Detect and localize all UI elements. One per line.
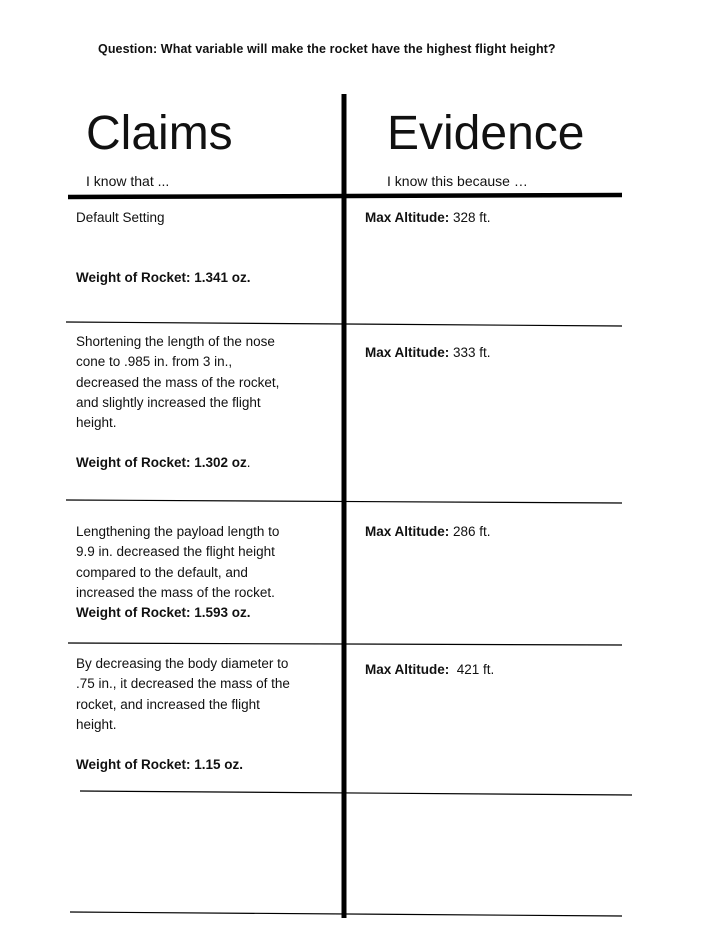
claim-line: 9.9 in. decreased the flight height: [76, 544, 275, 560]
evidence-title: Evidence: [387, 107, 585, 160]
claim-line: By decreasing the body diameter to: [76, 656, 289, 671]
max-altitude-label: Max Altitude:: [365, 210, 450, 225]
claim-line: cone to .985 in. from 3 in.,: [76, 354, 233, 370]
claim-line: height.: [76, 716, 117, 732]
evidence-cell-1: [365, 208, 605, 228]
weight-of-rocket: Weight of Rocket: 1.15 oz.: [76, 757, 244, 773]
claim-line: Shortening the length of the nose: [76, 334, 275, 349]
claim-cell-3: [76, 522, 328, 623]
claim-line: increased the mass of the rocket.: [76, 584, 275, 600]
evidence-cell-2: [365, 343, 605, 363]
max-altitude-value: 333 ft.: [449, 345, 491, 360]
max-altitude-label: Max Altitude:: [365, 345, 450, 360]
weight-suffix: .: [246, 455, 251, 471]
weight-of-rocket: Weight of Rocket: 1.302 oz: [76, 455, 247, 471]
row-divider-4: [80, 791, 632, 795]
claim-line: compared to the default, and: [76, 564, 248, 580]
claims-subtitle: I know that ...: [86, 173, 170, 189]
claim-line: .75 in., it decreased the mass of the: [76, 676, 290, 692]
header-divider: [68, 195, 622, 197]
max-altitude-value: 286 ft.: [449, 524, 491, 539]
claim-line: rocket, and increased the flight: [76, 696, 260, 712]
claims-title: Claims: [86, 107, 233, 160]
claim-line: height.: [76, 415, 117, 431]
claim-line: and slightly increased the flight: [76, 394, 261, 410]
claim-cell-1: [76, 208, 328, 289]
evidence-cell-3: [365, 522, 605, 542]
max-altitude-label: Max Altitude:: [365, 524, 450, 539]
weight-of-rocket-line: [76, 453, 328, 473]
claim-line: decreased the mass of the rocket,: [76, 374, 280, 390]
evidence-subtitle: I know this because …: [387, 173, 528, 189]
claim-line: Lengthening the payload length to: [76, 524, 280, 539]
question-text: Question: What variable will make the rocket have the highest flight height?: [98, 42, 556, 56]
max-altitude-value: 328 ft.: [449, 210, 491, 225]
weight-of-rocket: Weight of Rocket: 1.341 oz.: [76, 270, 251, 286]
claim-cell-2: [76, 332, 328, 474]
weight-of-rocket: Weight of Rocket: 1.593 oz.: [76, 605, 251, 621]
evidence-cell-4: [365, 660, 605, 680]
max-altitude-label: Max Altitude:: [365, 662, 450, 677]
claim-text: Default Setting: [76, 210, 165, 225]
claim-cell-4: [76, 654, 328, 775]
max-altitude-value: 421 ft.: [449, 662, 495, 677]
